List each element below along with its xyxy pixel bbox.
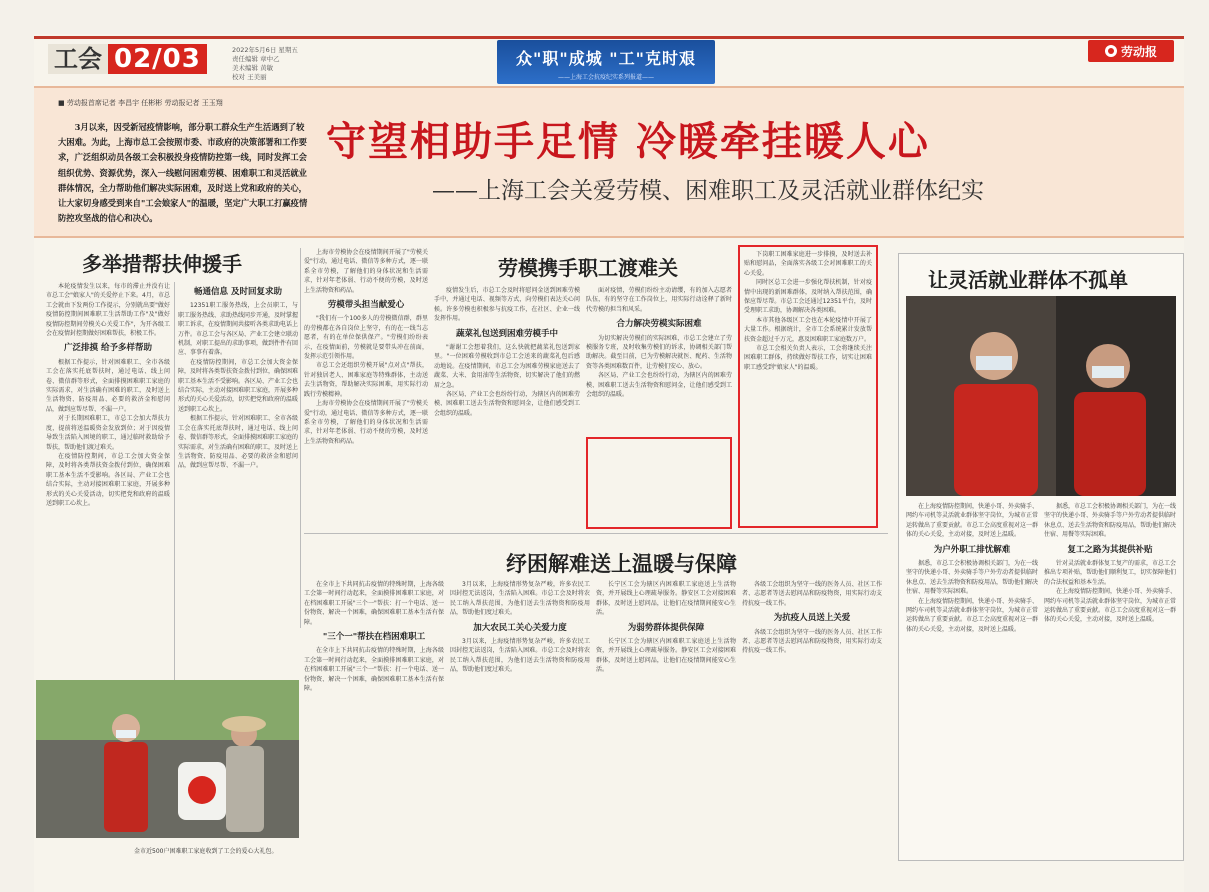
bottom-paragraph: 在全市上下共同抗击疫情的特殊时期，上海各级工会第一时间行动起来，全面摸排困难职工家庭，对在档困难职工开展"三个一"帮扶：打一个电话、送一份物资、解决一个困难，确保困难职工基本生活有保障。 xyxy=(304,647,444,693)
right-paragraph: 据悉，市总工会积极协调相关部门，为在一线坚守的快递小哥、外卖骑手等户外劳动者提供临时休息点、送去生活物资和防疫用品，帮助他们解决住宿、用餐等实际困难。 xyxy=(1044,503,1176,539)
col1-paragraph: 本轮疫情发生以来，每市的滞止并没有让市总工会"娘家人"的关爱停止下来。4月，市总工会就由下发两份工作提示，分别就出要"做好疫情防控期间困难职工生活帮助工作"及"做好疫情防控期间劳模关心关爱工作"，为开各级工会在疫情封控期做好困难帮扶，积极工作。 xyxy=(46,283,170,338)
bottom-col2 xyxy=(450,580,590,860)
banner-subtitle: ——上海工会抗疫纪实系列报道—— xyxy=(557,74,654,81)
bottom-paragraph: 3月以来，上海疫情形势复杂严峻，许多农民工因封控无法返岗，生活陷入困难。市总工会及时将农民工纳入帮扶范围，为他们送去生活物资和防疫用品，帮助他们度过难关。 xyxy=(450,581,590,617)
col2-body xyxy=(304,248,428,622)
main-headline: 守望相助手足情 冷暖牵挂暖人心 xyxy=(326,118,930,165)
col4-paragraph: 为切实解决劳模们的实际困难，市总工会建立了劳模服务专班，及时收集劳模们的诉求，协调相关部门帮助解决。截至目前，已为劳模解决就医、配药、生活物资等各类困难数百件，让劳模们安心、放心。 xyxy=(586,334,732,370)
meta-date: 2022年5月6日 星期五 xyxy=(232,46,298,54)
col1-body xyxy=(46,282,170,687)
meta-proofreader: 校对 王美丽 xyxy=(232,73,267,81)
right-paragraph: 据悉，市总工会积极协调相关部门，为在一线坚守的快递小哥、外卖骑手等户外劳动者提供临时休息点、送去生活物资和防疫用品，帮助他们解决住宿、用餐等实际困难。 xyxy=(906,560,1038,596)
lead-paragraph: 3月以来，因受新冠疫情影响，部分职工群众生产生活遇到了较大困难。为此，上海市总工会按照市委、市政府的决策部署和工作要求，广泛组织动员各级工会积极投身疫情防控第一线，同时发挥工会组织优势、资源优势，深入一线慰问困难劳模、困难职工和灵活就业群体情况，全力帮助他们解决实际困难，及时送上党和政府的关心，让大家切身感受到来自"工会娘家人"的温暖，坚定广大职工打赢疫情防控攻坚战的信心和决心。 xyxy=(58,122,308,224)
courier-illustration xyxy=(906,296,1176,496)
photo-illustration xyxy=(36,680,299,838)
bottom-col3 xyxy=(596,580,736,860)
right-headline: 让灵活就业群体不孤单 xyxy=(928,268,1128,292)
bottom-paragraph: 各级工会组织为坚守一线的医务人员、社区工作者、志愿者等送去慰问品和防疫物资，用实际行动支持抗疫一线工作。 xyxy=(742,628,882,655)
bottom-col4 xyxy=(742,580,882,860)
bottom-subhead: 加大农民工关心关爱力度 xyxy=(473,622,567,633)
section-divider xyxy=(304,533,888,534)
col1-paragraph: 12351职工服务热线，上会员职工，与职工服务热线、求助热线同步开通，及时掌握职工诉求，在疫情期间共接听各类求助电话上万件。市总工会与各区局、产业工会建立联动机制，对职工提出的求助事项，做到件件有回应、事事有着落。 xyxy=(178,302,298,357)
col1b-body xyxy=(178,282,298,622)
bottom-subhead: 为弱势群体提供保障 xyxy=(627,622,705,633)
bottom-headline: 纾困解难送上温暖与保障 xyxy=(506,551,737,576)
bottom-paragraph: 长宁区工会为辖区内困难职工家庭送上生活物资，并开展线上心理疏导服务。静安区工会对接困难群体，及时送上慰问品，让他们在疫情期间能安心生活。 xyxy=(596,638,736,674)
right-paragraph: 在上海疫情防控期间，快递小哥、外卖骑手、网约车司机等灵活就业群体坚守岗位，为城市正常运转做出了重要贡献。市总工会高度重视对这一群体的关心关爱，主动对接，及时送上温暖。 xyxy=(1044,588,1176,624)
bottom-paragraph: 各级工会组织为坚守一线的医务人员、社区工作者、志愿者等送去慰问品和防疫物资，用实际行动支持抗疫一线工作。 xyxy=(742,581,882,607)
right-paragraph: 在上海疫情防控期间，快递小哥、外卖骑手、网约车司机等灵活就业群体坚守岗位，为城市正常运转做出了重要贡献。市总工会高度重视对这一群体的关心关爱，主动对接，及时送上温暖。 xyxy=(906,597,1038,633)
col2-paragraph: "我们有一个100多人的劳模微信群，群里的劳模都在各自岗位上坚守，有的在一线当志愿者，有的在单位保供保产。"劳模们纷纷表示，在疫情面前，劳模就是要带头冲在前面，发挥示范引领作用。 xyxy=(304,315,428,361)
issue-meta xyxy=(232,46,298,82)
col3-body xyxy=(434,286,580,526)
col3-paragraph: "谢谢工会想着我们，这么快就把蔬菜礼包送到家里。"一位困难劳模收到市总工会送来的蔬菜礼包后感动地说。在疫情期间，市总工会为困难劳模家庭送去了蔬菜、大米、食用油等生活物资，切实解决了他们的燃眉之急。 xyxy=(434,344,580,389)
page-number: 02/03 xyxy=(108,44,207,74)
col4-subhead: 合力解决劳模实际困难 xyxy=(616,319,702,330)
section-name: 工会 xyxy=(48,44,108,74)
meta-designer: 美术编辑 黄敏 xyxy=(232,64,274,72)
col2-paragraph: 上海市劳模协会在疫情期间开展了"劳模关爱"行动，通过电话、微信等多种方式，逐一联系全市劳模，了解他们的身体状况和生活需求，针对年老体弱、行动不便的劳模，及时送上生活物资和药品。 xyxy=(304,249,428,294)
banner-title: 众"职"成城 "工"克时艰 xyxy=(516,49,696,68)
highlight-paragraph: 本市其他各级区工会也在本轮疫情中开展了大量工作。根据统计，全市工会系统累计发放帮扶资金超过千万元，惠及困难职工家庭数万户。 xyxy=(744,316,872,343)
bottom-subhead: "三个一"帮扶在档困难职工 xyxy=(322,632,426,643)
col2-paragraph: 上海市劳模协会在疫情期间开展了"劳模关爱"行动，通过电话、微信等多种方式，逐一联系全市劳模，了解他们的身体状况和生活需求，针对年老体弱、行动不便的劳模，及时送上生活物资和药品。 xyxy=(304,400,428,445)
section-label xyxy=(48,44,207,74)
bottom-subhead: 为抗疫人员送上关爱 xyxy=(773,613,851,624)
highlight-paragraph: 下岗职工困难家庭进一步排摸，及时送去补贴和慰问品，全面落实各级工会对困难职工的关心关爱。 xyxy=(744,251,872,277)
main-subheadline: ——上海工会关爱劳模、困难职工及灵活就业群体纪实 xyxy=(432,178,984,204)
photo-caption: 金市近500户困难职工家庭收到了工会的爱心大礼包。 xyxy=(134,848,278,855)
byline: ■ 劳动报首席记者 李昌宇 任彬彬 劳动报记者 王玉翔 xyxy=(58,99,223,107)
bottom-paragraph: 3月以来，上海疫情形势复杂严峻，许多农民工因封控无法返岗，生活陷入困难。市总工会及时将农民工纳入帮扶范围，为他们送去生活物资和防疫用品，帮助他们度过难关。 xyxy=(450,638,590,674)
col1-paragraph: 在疫情防控期间，市总工会加大资金保障，及时将各类帮扶资金拨付到位，确保困难职工基本生活不受影响。各区局、产业工会也结合实际，主动对接困难职工家庭，开展多种形式的关心关爱活动，切实把党和政府的温暖送到职工心坎上。 xyxy=(46,452,170,507)
col2-paragraph: 市总工会还组织劳模开展"点对点"帮扶，针对独居老人、困难家庭等特殊群体，主动送去生活物资，帮助解决实际困难，用实际行动践行劳模精神。 xyxy=(304,362,428,398)
series-banner xyxy=(497,40,715,84)
right-subhead: 为户外职工排忧解难 xyxy=(933,544,1011,555)
col3-paragraph: 疫情发生后，市总工会及时将慰问金送到困难劳模手中，并通过电话、视频等方式，向劳模们表达关心问候。许多劳模也积极参与抗疫工作，在社区、企业一线发挥作用。 xyxy=(434,287,580,323)
logo-icon xyxy=(1105,45,1117,57)
highlight-box-secondary xyxy=(586,437,732,529)
col3-paragraph: 各区局、产业工会也纷纷行动，为辖区内的困难劳模、困难职工送去生活物资和慰问金，让他们感受到工会组织的温暖。 xyxy=(434,391,580,417)
bottom-col1 xyxy=(304,580,444,860)
bottom-paragraph: 在全市上下共同抗击疫情的特殊时期，上海各级工会第一时间行动起来，全面摸排困难职工家庭，对在档困难职工开展"三个一"帮扶：打一个电话、送一份物资、解决一个困难，确保困难职工基本生活有保障。 xyxy=(304,581,444,626)
volunteer-photo xyxy=(36,680,299,838)
col4-paragraph: 各区局、产业工会也纷纷行动，为辖区内的困难劳模、困难职工送去生活物资和慰问金，让他们感受到工会组织的温暖。 xyxy=(586,372,732,399)
column-divider xyxy=(174,282,175,682)
highlight-paragraph: 同时区总工会进一步强化帮扶机制，针对疫情中出现的新困难群体，及时纳入帮扶范围，确保应帮尽帮。市总工会还通过12351平台，及时受理职工求助，协调解决各类困难。 xyxy=(744,279,872,315)
col3-headline: 劳模携手职工渡难关 xyxy=(498,256,678,280)
column-divider xyxy=(300,248,301,628)
right-subhead: 复工之路为其提供补贴 xyxy=(1067,544,1153,555)
col1-headline: 多举措帮扶伸援手 xyxy=(82,252,242,276)
logo-text: 劳动报 xyxy=(1120,44,1157,59)
top-rule xyxy=(34,36,1184,39)
col1-paragraph: 在疫情防控期间，市总工会加大资金保障，及时将各类帮扶资金拨付到位，确保困难职工基本生活不受影响。各区局、产业工会也结合实际，主动对接困难职工家庭，开展多种形式的关心关爱活动，切实把党和政府的温暖送到职工心坎上。 xyxy=(178,358,298,413)
col4-paragraph: 面对疫情，劳模们纷纷主动请缨，有的加入志愿者队伍，有的坚守在工作岗位上，用实际行动诠释了新时代劳模的担当和风采。 xyxy=(586,287,732,313)
col1-paragraph: 对于长期困难职工，市总工会加大帮扶力度，提前将送温暖资金发放到位；对于因疫情导致生活陷入困境的职工，通过临时救助给予帮扶，帮助他们渡过难关。 xyxy=(46,415,170,451)
bottom-paragraph: 长宁区工会为辖区内困难职工家庭送上生活物资，并开展线上心理疏导服务。静安区工会对接困难群体，及时送上慰问品，让他们在疫情期间能安心生活。 xyxy=(596,581,736,617)
col2-subhead: 劳模带头担当献爱心 xyxy=(327,300,405,311)
col1-paragraph: 根据工作提示，针对困难职工、全市各级工会在落实托底帮扶时，通过电话、线上问卷、微信群等形式，全面排摸困难职工家庭的实际需求，对生活确有困难的职工，及时送上生活物资、防疫用品、必要的救济金和慰问品，做到应帮尽帮、不漏一户。 xyxy=(46,358,170,413)
col1-subhead: 广泛排摸 给予多样帮助 xyxy=(64,343,152,354)
meta-editor: 责任编辑 章中乙 xyxy=(232,55,280,63)
right-paragraph: 在上海疫情防控期间，快递小哥、外卖骑手、网约车司机等灵活就业群体坚守岗位，为城市正常运转做出了重要贡献。市总工会高度重视对这一群体的关心关爱，主动对接，及时送上温暖。 xyxy=(906,503,1038,539)
col1-subhead-2: 畅通信息 及时回复求助 xyxy=(194,287,282,297)
right-col2 xyxy=(1044,502,1176,854)
highlight-paragraph: 市总工会相关负责人表示，工会将继续关注困难职工群体，持续做好帮扶工作，切实让困难职工感受到"娘家人"的温暖。 xyxy=(744,345,872,371)
newspaper-logo xyxy=(1088,40,1174,62)
col3-subhead: 蔬菜礼包送到困难劳模手中 xyxy=(455,328,558,339)
right-paragraph: 针对灵活就业群体复工复产的需求，市总工会推出专项补贴，帮助他们顺利复工，切实保障他们的合法权益和基本生活。 xyxy=(1044,560,1176,586)
right-col1 xyxy=(906,502,1038,854)
highlight-box-body xyxy=(744,250,872,524)
col1-paragraph: 根据工作提示，针对困难职工、全市各级工会在落实托底帮扶时，通过电话、线上问卷、微信群等形式，全面排摸困难职工家庭的实际需求，对生活确有困难的职工，及时送上生活物资、防疫用品、必要的救济金和慰问品，做到应帮尽帮、不漏一户。 xyxy=(178,415,298,470)
courier-photo xyxy=(906,296,1176,496)
